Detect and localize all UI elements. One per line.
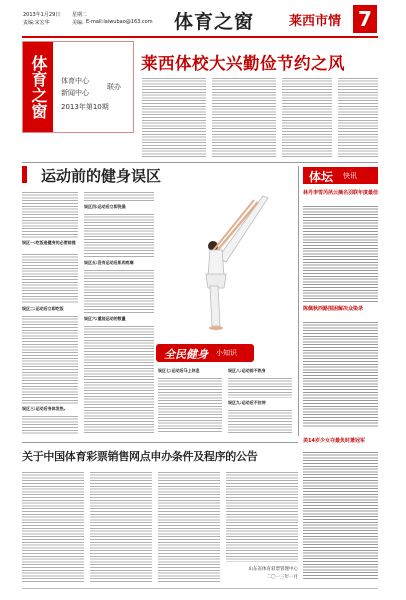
fitness-sub5: 误区五:没有运动后肌肉疼痛 [84,260,134,265]
fitness-sub1: 误区一:吃饭是健身的必要前提 [22,240,76,245]
forum-item2-text [303,320,378,428]
fitness-text-j [228,376,292,398]
fitness-text-g [84,268,154,314]
masthead [0,0,406,38]
lottery-text-col1 [22,470,84,582]
lottery-sign1: 山东省体育彩票管理中心 [248,567,298,572]
fitness-text-f [84,212,154,258]
section-title: 体育之窗 [174,11,255,33]
paper-name: 莱西市情 [289,14,342,29]
masthead-date: 2013年1月29日 [23,12,61,18]
column-box-joint: 联办 [107,83,121,91]
fitness-sub2: 误区二:运动后立即吃饭 [22,306,64,311]
fitness-photo [158,188,292,338]
masthead-email: E-mail:laiwubao@163.com [86,19,153,25]
fitness-text-e [84,190,154,202]
fitness-text-k [228,408,292,434]
fitness-sub4: 误区四:运动后立即洗澡 [84,204,126,209]
forum-header-title: 体坛 [309,170,334,184]
fitness-text-b [22,252,78,304]
lottery-text-col2 [90,470,152,582]
fitness-text-a [22,190,78,238]
fitness-text-h [84,324,154,434]
forum-item2-title: 陈佩秋西路围困解决众染录 [303,306,364,312]
column-box-title: 体育之窗 [23,42,53,132]
forum-header-sub: 快讯 [343,172,357,180]
masthead-weekday: 星期二 [72,12,88,18]
lottery-sign2: 二〇一三年一月 [266,575,298,580]
lead-text-col1 [142,76,206,158]
column-box-issue: 2013年第10期 [61,103,109,111]
masthead-editor: 责编:宋宏华 [23,20,50,26]
lottery-top-rule [22,442,298,443]
lead-text-col2 [212,76,276,158]
fitness-headline-bar [22,166,292,183]
fitness-headline: 运动前的健身误区 [41,167,162,185]
forum-header [303,167,378,184]
lead-bottom-rule [22,162,378,163]
lead-text-col3 [282,76,332,158]
masthead-rule [22,36,378,38]
fitness-badge [156,344,254,362]
forum-item3-title: 美14岁少女夺最负时萧冠军 [303,438,365,444]
forum-item1-text [303,204,378,302]
column-box-line2: 新闻中心 [61,89,89,97]
fitness-sub7: 误区七:运动后马上休息 [158,368,200,373]
page-number: 7 [358,7,372,31]
fitness-text-c [22,314,78,404]
lottery-text-col3 [158,470,220,582]
page-number-box [353,5,377,33]
page-bottom-rule [22,588,378,589]
fitness-badge-title: 全民健身 [164,348,208,361]
fitness-badge-sub: 小知识 [216,349,237,357]
lead-headline: 莱西体校大兴勤俭节约之风 [141,54,345,73]
fitness-sub3: 误区三:运动后身体发热, [22,406,66,411]
forum-item3-text [303,450,378,580]
lottery-headline: 关于中国体育彩票销售网点申办条件及程序的公告 [22,450,258,463]
lottery-text-col4 [226,470,298,562]
column-box [22,41,134,133]
fitness-text-d [22,414,78,434]
fitness-text-i [158,376,222,434]
fitness-sub9: 误区九:运动后不拉伸 [228,400,266,405]
fitness-sub6: 误区六:重视运动的数量 [84,316,126,321]
masthead-designer: 美编: [72,20,84,26]
fitness-sub8: 误区八:运动前不热身 [228,368,266,373]
yoga-woman-icon [158,188,292,338]
column-divider [298,166,299,436]
forum-item1-title: 林丹李雪芮夙云摘名羽联年度最佳 [303,190,379,196]
lead-text-col4 [338,76,378,158]
column-box-line1: 体育中心 [61,77,89,85]
